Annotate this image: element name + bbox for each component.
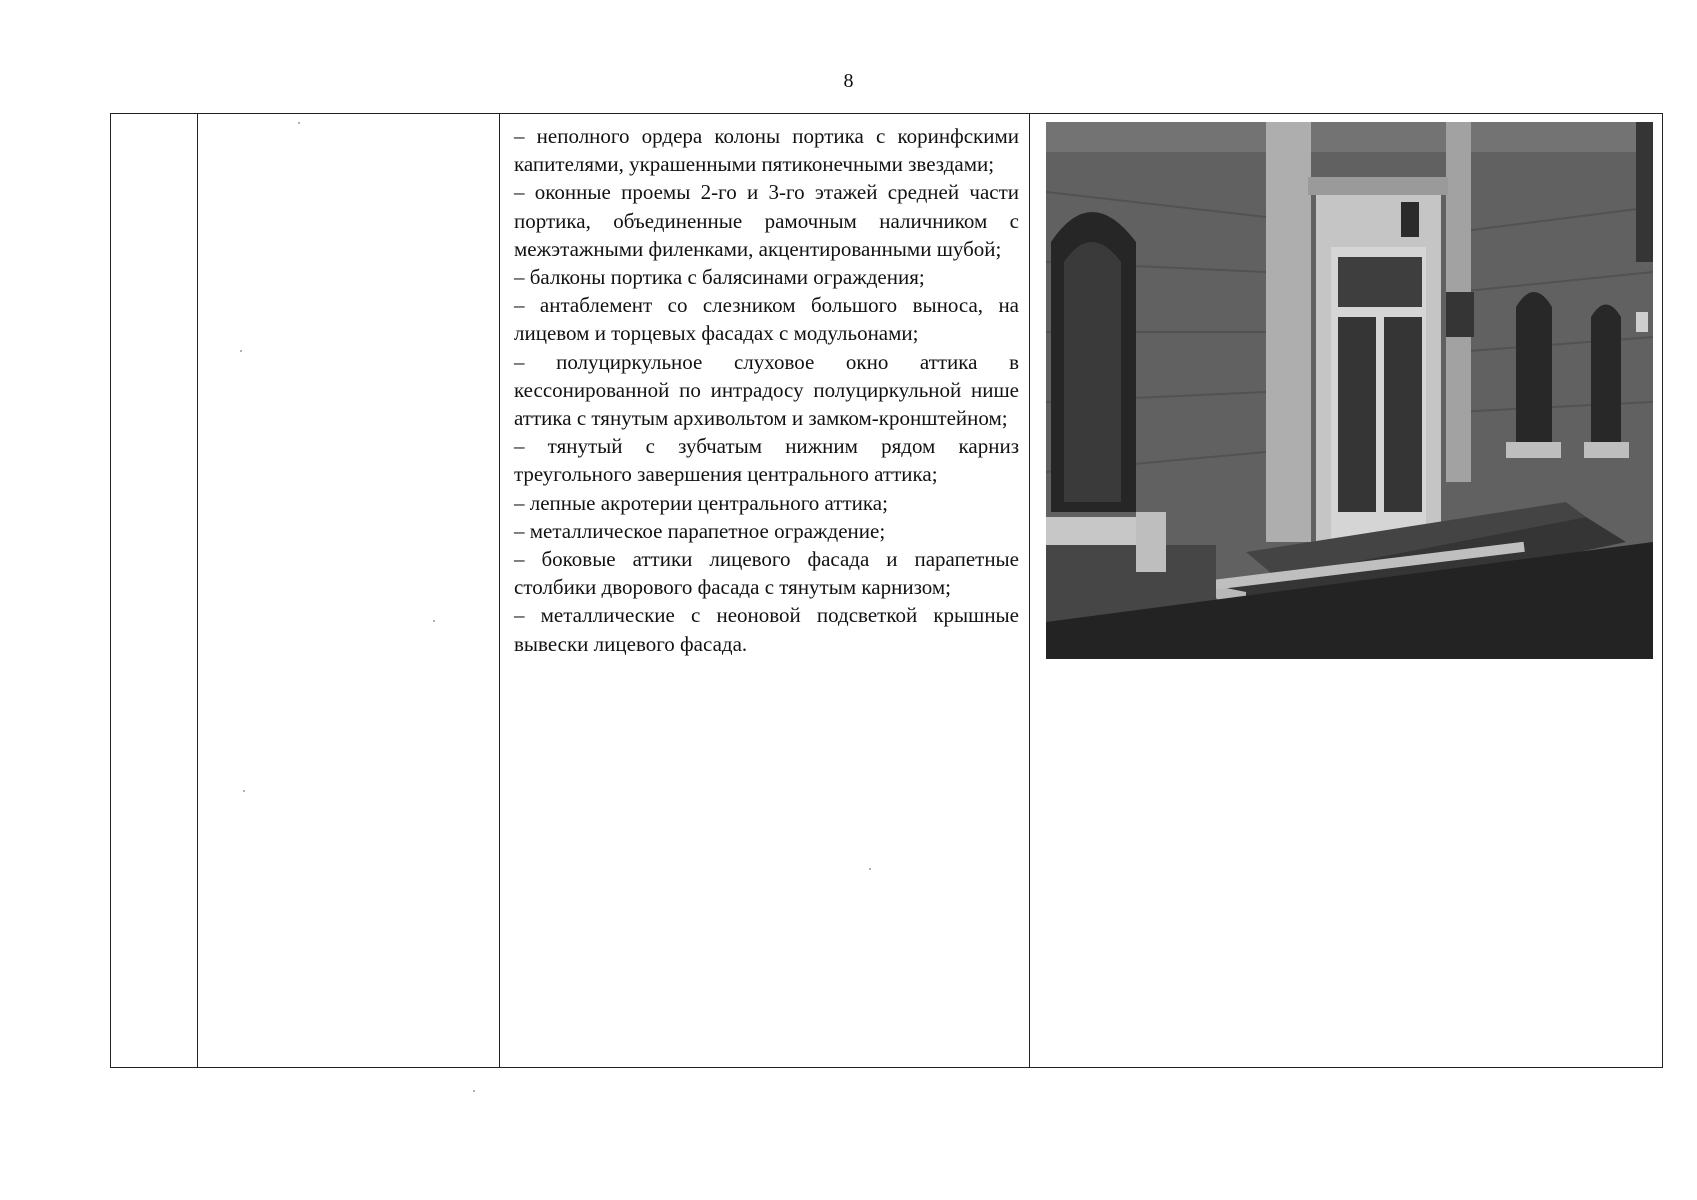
description-item: – полуциркульное слуховое окно аттика в кессонированной по интрадосу полуциркульной нише аттика с тянутым архивольтом и замком-кронштейном; xyxy=(514,349,1019,431)
column-divider xyxy=(197,114,198,1067)
scan-speck xyxy=(473,1090,475,1092)
description-item: – боковые аттики лицевого фасада и парапетные столбики дворового фасада с тянутым карнизом; xyxy=(514,547,1019,600)
scan-speck xyxy=(240,350,242,352)
description-item: – тянутый с зубчатым нижним рядом карниз треугольного завершения центрального аттика; xyxy=(514,434,1019,487)
scan-speck xyxy=(869,868,871,870)
building-facade-photo xyxy=(1046,122,1653,659)
description-item: – оконные проемы 2-го и 3-го этажей средней части портика, объединенные рамочным наличником с межэтажными филенками, акцентированными шубой; xyxy=(514,180,1019,261)
column-divider xyxy=(1029,114,1030,1067)
description-item: – неполного ордера колоны портика с коринфскими капителями, украшенными пятиконечными звездами; xyxy=(514,124,1019,177)
document-table xyxy=(110,113,1663,1068)
description-item: – металлическое парапетное ограждение; xyxy=(514,518,886,543)
scan-speck xyxy=(298,122,300,124)
description-item: – антаблемент со слезником большого выноса, на лицевом и торцевых фасадах с модульонами; xyxy=(514,293,1019,346)
column-divider xyxy=(499,114,500,1067)
page-number: 8 xyxy=(843,70,854,92)
description-item: – балконы портика с балясинами ограждения; xyxy=(514,265,925,290)
scan-speck xyxy=(433,620,435,622)
description-item: – лепные акротерии центрального аттика; xyxy=(514,490,888,515)
description-cell xyxy=(514,122,1019,658)
scan-speck xyxy=(243,790,245,792)
description-item: – металлические с неоновой подсветкой крышные вывески лицевого фасада. xyxy=(514,603,1019,656)
